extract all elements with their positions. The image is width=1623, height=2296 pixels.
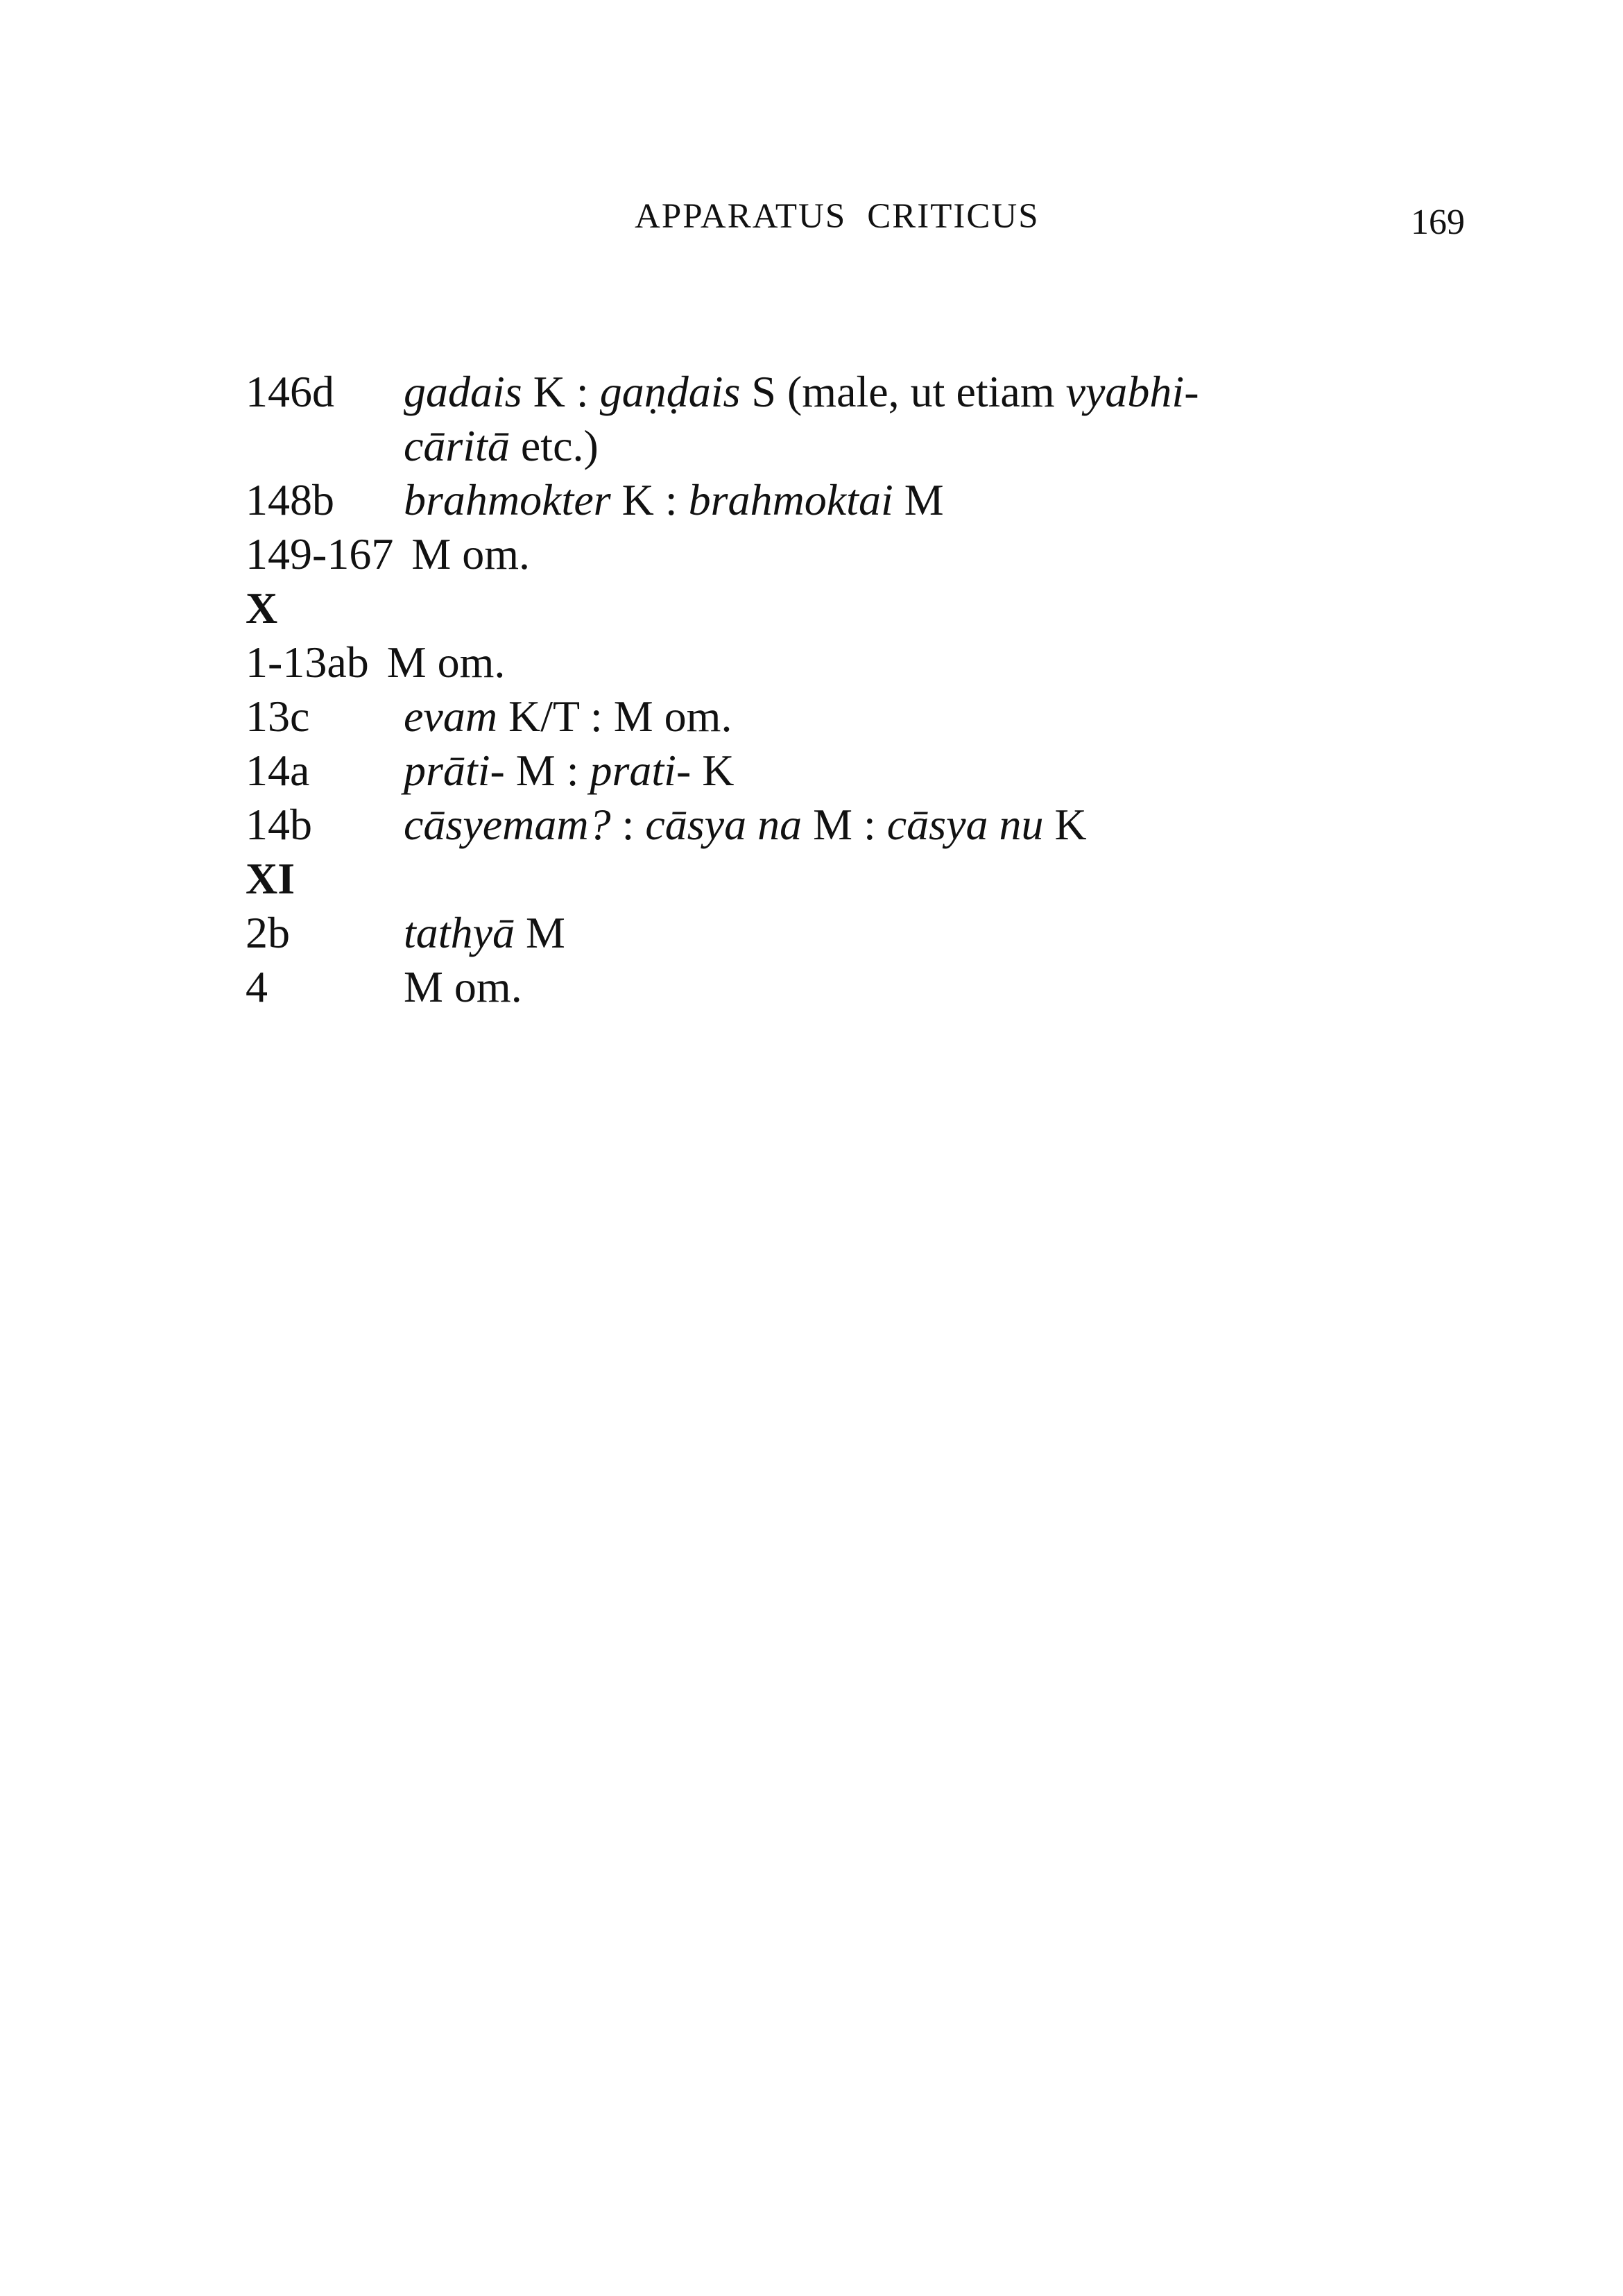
apparatus-entry — [246, 960, 1369, 1014]
reading: vyabhi- — [1065, 367, 1199, 416]
chapter-heading: XI — [246, 854, 295, 903]
verse-reference: 2b — [246, 908, 290, 957]
reading: cāsya na — [645, 800, 802, 849]
verse-reference: 149-167 — [246, 529, 394, 579]
reading: cāsyemam? — [404, 800, 611, 849]
reading: gadais — [404, 367, 522, 416]
sigla: M : — [802, 800, 887, 849]
variant-note: M om. — [411, 529, 530, 579]
variant-note — [404, 365, 1369, 473]
sigla: K/T : M om. — [497, 692, 732, 741]
reading: cāsya nu — [886, 800, 1044, 849]
apparatus-entry — [246, 527, 1369, 581]
sigla: M — [514, 908, 565, 957]
running-head-word-2: CRITICUS — [867, 197, 1040, 236]
running-head-word-1: APPARATUS — [635, 197, 847, 236]
apparatus-entry — [246, 689, 1369, 744]
variant-note — [404, 744, 1369, 798]
sigla: K — [691, 746, 735, 795]
running-head — [635, 196, 1040, 237]
verse-reference: 13c — [246, 692, 310, 741]
reading: brahmoktai — [688, 475, 893, 524]
variant-note — [404, 906, 1369, 960]
reading: gaṇḍais — [599, 367, 741, 416]
verse-reference: 146d — [246, 367, 334, 416]
sigla: K : — [610, 475, 689, 524]
reading: cāritā — [404, 421, 510, 470]
reading: tathyā — [404, 908, 515, 957]
apparatus-entry — [246, 798, 1369, 852]
sigla: : — [610, 800, 646, 849]
variant-note: M om. — [386, 637, 506, 687]
sigla: K : — [522, 367, 600, 416]
reading: evam — [404, 692, 498, 741]
chapter-heading: X — [246, 583, 278, 633]
reading: prati- — [590, 746, 692, 795]
verse-reference: 14a — [246, 746, 310, 795]
verse-reference: 148b — [246, 475, 334, 524]
variant-note — [404, 473, 1369, 527]
variant-note — [404, 798, 1369, 852]
verse-reference: 14b — [246, 800, 312, 849]
verse-reference: 1-13ab — [246, 637, 369, 687]
apparatus-entry — [246, 365, 1369, 473]
variant-note-line — [404, 365, 1369, 419]
apparatus-criticus-list — [246, 365, 1369, 1014]
reading: prāti- — [404, 746, 505, 795]
apparatus-entry — [246, 635, 1369, 689]
apparatus-entry — [246, 473, 1369, 527]
sigla: M — [893, 475, 944, 524]
variant-note: M om. — [404, 962, 522, 1011]
page-number: 169 — [1411, 203, 1465, 242]
comment: S (male, ut etiam — [740, 367, 1066, 416]
verse-reference: 4 — [246, 962, 268, 1011]
reading: brahmokter — [404, 475, 611, 524]
sigla: M : — [504, 746, 590, 795]
variant-note-line — [404, 419, 1369, 473]
sigla: K — [1043, 800, 1087, 849]
apparatus-entry — [246, 744, 1369, 798]
apparatus-entry — [246, 906, 1369, 960]
comment: etc.) — [509, 421, 599, 470]
variant-note — [404, 689, 1369, 744]
